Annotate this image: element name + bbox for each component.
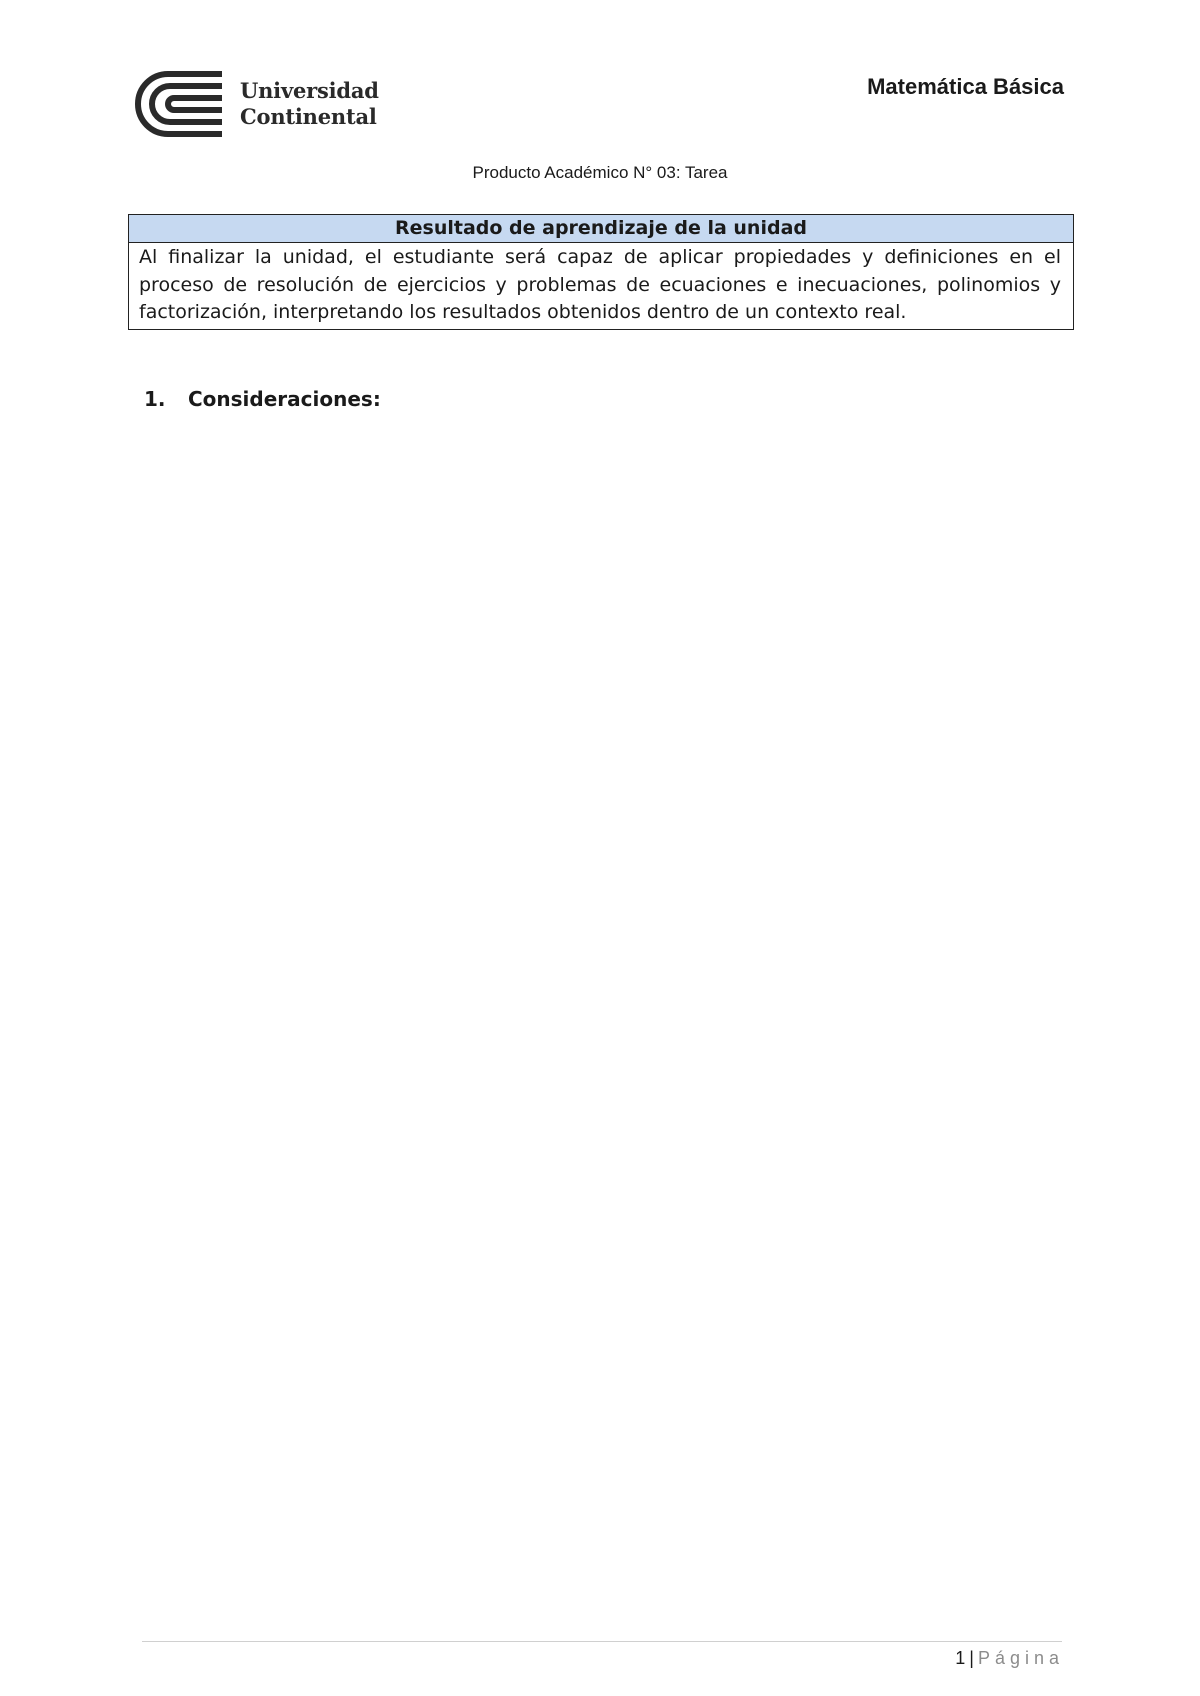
document-subtitle: Producto Académico N° 03: Tarea: [472, 163, 728, 182]
logo-line-2: Continental: [240, 104, 377, 129]
learning-outcome-body: Al finalizar la unidad, el estudiante será capaz de aplicar propiedades y definiciones en el proceso de resolución de ejercicios y problemas de ecuaciones e inecuaciones, polinomios y factorización, interpretando los resultados obtenidos dentro de un contexto real.: [139, 246, 1061, 323]
section-title: Consideraciones:: [188, 387, 381, 411]
section-number: 1.: [144, 387, 166, 411]
learning-outcome-header: Resultado de aprendizaje de la unidad: [129, 215, 1073, 243]
logo-line-1: Universidad: [240, 78, 379, 103]
footer-separator: |: [969, 1648, 974, 1668]
page-footer: [955, 1648, 1064, 1669]
university-logo-icon: [134, 70, 226, 138]
page-number: 1: [955, 1648, 966, 1668]
course-title: Matemática Básica: [867, 74, 1064, 99]
footer-divider: [142, 1641, 1062, 1642]
university-logo: [134, 70, 379, 138]
section-heading: [144, 387, 381, 411]
page-label: Página: [977, 1648, 1064, 1668]
logo-wordmark: [240, 78, 379, 130]
learning-outcome-table: [128, 214, 1074, 330]
